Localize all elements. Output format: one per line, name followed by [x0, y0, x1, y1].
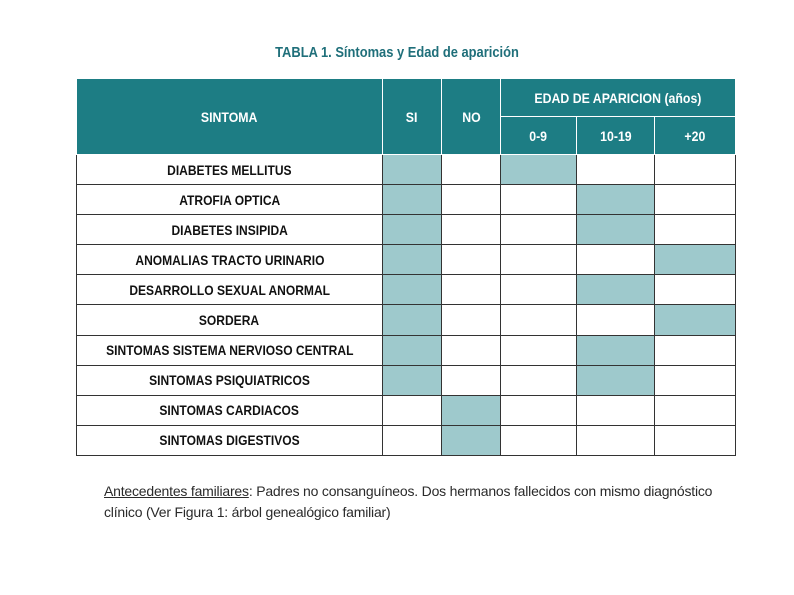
age-20-plus-cell [655, 215, 736, 245]
symptom-name: DIABETES INSIPIDA [77, 215, 383, 245]
symptom-name: ATROFIA OPTICA [77, 185, 383, 215]
table-row [77, 365, 736, 395]
no-cell [442, 155, 501, 185]
family-history-label: Antecedentes familiares [104, 483, 249, 499]
age-20-plus-cell [655, 305, 736, 335]
header-age-group: EDAD DE APARICION (años) [501, 79, 736, 117]
age-0-9-cell [501, 305, 577, 335]
no-cell [442, 365, 501, 395]
age-20-plus-cell [655, 245, 736, 275]
age-0-9-cell [501, 155, 577, 185]
age-0-9-cell [501, 395, 577, 425]
symptom-name: DESARROLLO SEXUAL ANORMAL [77, 275, 383, 305]
age-20-plus-cell [655, 275, 736, 305]
table-row [77, 245, 736, 275]
age-10-19-cell [577, 395, 655, 425]
table-row [77, 215, 736, 245]
age-20-plus-cell [655, 335, 736, 365]
symptom-name: SINTOMAS SISTEMA NERVIOSO CENTRAL [77, 335, 383, 365]
age-0-9-cell [501, 425, 577, 455]
age-10-19-cell [577, 275, 655, 305]
age-10-19-cell [577, 155, 655, 185]
age-20-plus-cell [655, 425, 736, 455]
table-row [77, 155, 736, 185]
table-row [77, 425, 736, 455]
no-cell [442, 215, 501, 245]
age-10-19-cell [577, 215, 655, 245]
yes-cell [383, 215, 442, 245]
no-cell [442, 395, 501, 425]
age-0-9-cell [501, 335, 577, 365]
table-title: TABLA 1. Síntomas y Edad de aparición [275, 44, 519, 61]
table-row [77, 275, 736, 305]
yes-cell [383, 365, 442, 395]
header-yes: SI [383, 79, 442, 155]
age-0-9-cell [501, 365, 577, 395]
no-cell [442, 335, 501, 365]
symptom-name: SINTOMAS DIGESTIVOS [77, 425, 383, 455]
yes-cell [383, 155, 442, 185]
age-20-plus-cell [655, 365, 736, 395]
age-10-19-cell [577, 335, 655, 365]
symptom-name: SINTOMAS CARDIACOS [77, 395, 383, 425]
header-age-10-19: 10-19 [577, 117, 655, 155]
age-20-plus-cell [655, 185, 736, 215]
table-row [77, 185, 736, 215]
header-age-0-9: 0-9 [501, 117, 577, 155]
header-no: NO [442, 79, 501, 155]
no-cell [442, 425, 501, 455]
age-10-19-cell [577, 425, 655, 455]
yes-cell [383, 395, 442, 425]
header-symptom: SINTOMA [77, 79, 383, 155]
age-0-9-cell [501, 245, 577, 275]
yes-cell [383, 425, 442, 455]
table-row [77, 395, 736, 425]
symptoms-table [76, 78, 736, 456]
age-10-19-cell [577, 365, 655, 395]
age-10-19-cell [577, 305, 655, 335]
symptom-name: ANOMALIAS TRACTO URINARIO [77, 245, 383, 275]
family-history-note [104, 481, 744, 523]
symptom-name: SORDERA [77, 305, 383, 335]
yes-cell [383, 305, 442, 335]
header-age-20-plus: +20 [655, 117, 736, 155]
age-0-9-cell [501, 185, 577, 215]
yes-cell [383, 335, 442, 365]
no-cell [442, 245, 501, 275]
age-20-plus-cell [655, 395, 736, 425]
no-cell [442, 305, 501, 335]
age-10-19-cell [577, 185, 655, 215]
age-0-9-cell [501, 215, 577, 245]
yes-cell [383, 275, 442, 305]
no-cell [442, 275, 501, 305]
age-10-19-cell [577, 245, 655, 275]
yes-cell [383, 245, 442, 275]
family-history-text: : Padres no consanguíneos. Dos hermanos fallecidos con mismo diagnóstico clínico (Ver Figura 1: árbol genealógico familiar) [104, 483, 713, 520]
age-0-9-cell [501, 275, 577, 305]
yes-cell [383, 185, 442, 215]
table-row [77, 335, 736, 365]
no-cell [442, 185, 501, 215]
table-row [77, 305, 736, 335]
age-20-plus-cell [655, 155, 736, 185]
symptom-name: SINTOMAS PSIQUIATRICOS [77, 365, 383, 395]
symptom-name: DIABETES MELLITUS [77, 155, 383, 185]
